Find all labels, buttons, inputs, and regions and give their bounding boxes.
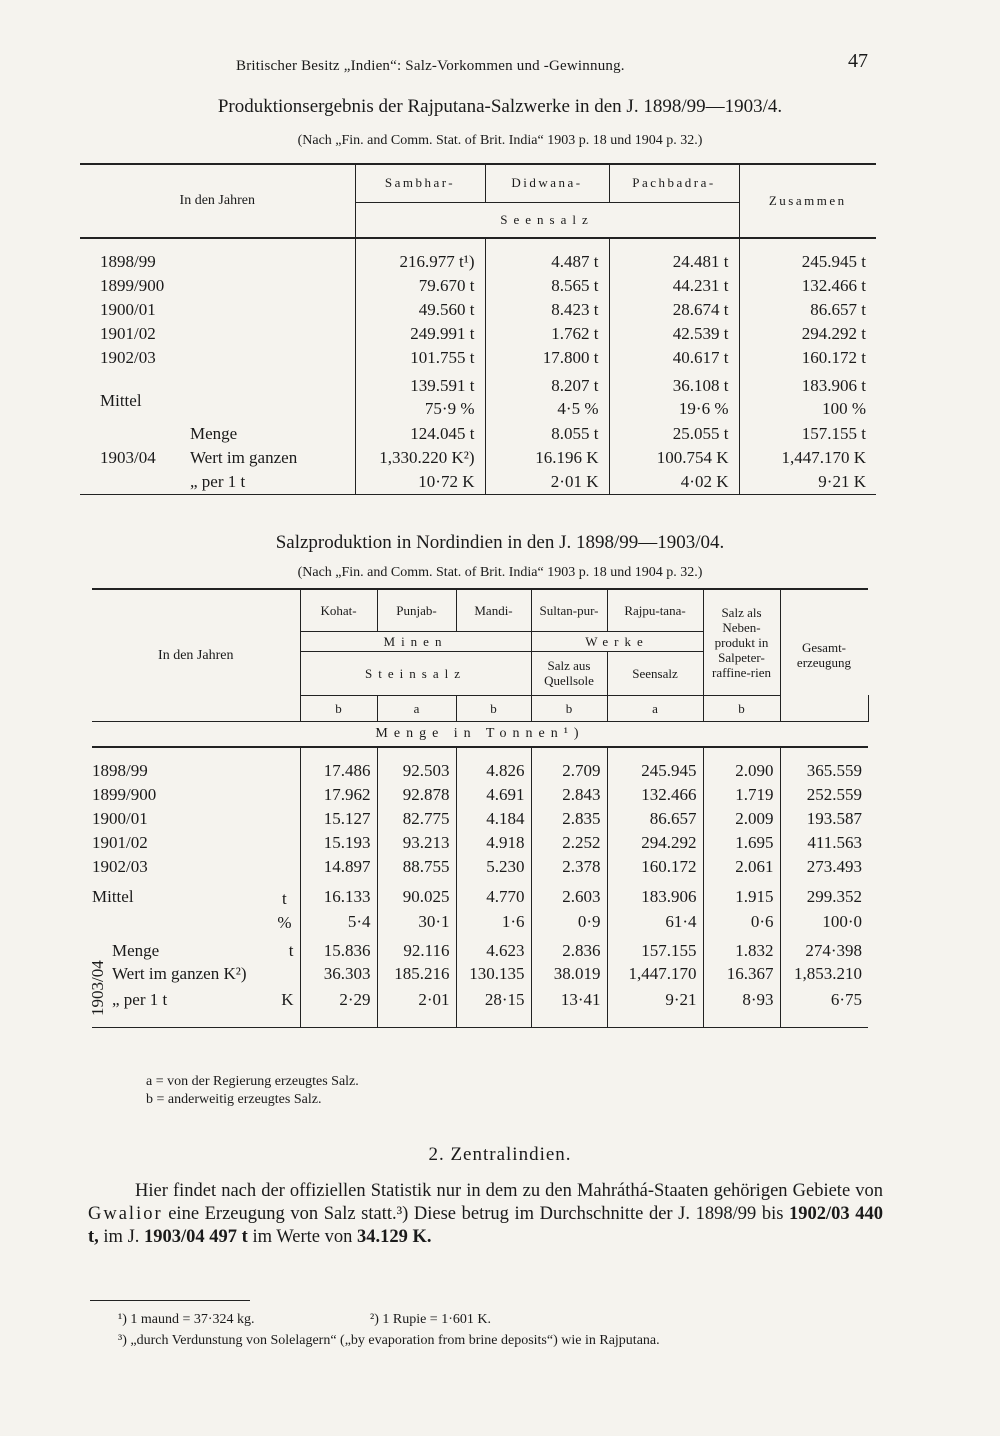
group-seensalz: Seensalz — [607, 651, 703, 695]
value-cell: 294.292 — [607, 831, 703, 855]
value-cell: 86.657 t — [739, 298, 876, 322]
value-cell: 4.918 — [456, 831, 531, 855]
value-cell: 13·41 — [531, 987, 607, 1013]
mittel-t-cell: 4.770 — [456, 879, 531, 909]
value-cell: 2·01 — [377, 987, 456, 1013]
value-cell: 245.945 t — [739, 250, 876, 274]
value-cell: 28.674 t — [609, 298, 739, 322]
col-kohat: Kohat- — [300, 589, 377, 631]
value-cell: 8.565 t — [485, 274, 609, 298]
mittel-t-cell: 183.906 t — [739, 370, 876, 396]
row-sublabel: „ per 1 t — [190, 471, 246, 491]
mittel-t-cell: 90.025 — [377, 879, 456, 909]
para-bold-2: 1903/04 497 t — [144, 1227, 248, 1247]
spacer-cell — [607, 1013, 703, 1027]
row-year: 1902/03 — [100, 348, 156, 367]
value-cell: 88.755 — [377, 855, 456, 879]
col-mandi: Mandi- — [456, 589, 531, 631]
mittel-pct-cell: 30·1 — [377, 909, 456, 935]
value-cell: 15.836 — [300, 935, 377, 961]
value-cell: 44.231 t — [609, 274, 739, 298]
value-cell: 86.657 — [607, 807, 703, 831]
value-cell: 38.019 — [531, 961, 607, 987]
mittel-pct-cell: 5·4 — [300, 909, 377, 935]
value-cell: 1,447.170 K — [739, 446, 876, 470]
spacer-cell — [531, 1013, 607, 1027]
row-sublabel: „ per 1 t — [112, 990, 168, 1009]
running-title: Britischer Besitz „Indien“: Salz-Vorkommen und -Gewinnung. — [236, 58, 625, 74]
table-row — [92, 879, 868, 909]
col-punjab: Punjab- — [377, 589, 456, 631]
value-cell: 4.826 — [456, 759, 531, 783]
value-cell: 93.213 — [377, 831, 456, 855]
table-row — [80, 446, 876, 470]
value-cell: 8.423 t — [485, 298, 609, 322]
value-cell: 157.155 t — [739, 422, 876, 446]
mittel-t-cell: 8.207 t — [485, 370, 609, 396]
value-cell: 82.775 — [377, 807, 456, 831]
value-cell: 2.843 — [531, 783, 607, 807]
para-text-2: eine Erzeugung von Salz statt.³) Diese betrug im Durchschnitte der J. 1898/99 bis — [162, 1204, 790, 1224]
col-sultanpur: Sultan-pur- — [531, 589, 607, 631]
mittel-t-cell: 1.915 — [703, 879, 780, 909]
value-cell: 9·21 K — [739, 470, 876, 494]
table2-source: (Nach „Fin. and Comm. Stat. of Brit. India“ 1903 p. 18 und 1904 p. 32.) — [297, 565, 703, 580]
mittel-t-cell: 139.591 t — [355, 370, 485, 396]
col-salz-neben: Salz als Neben-produkt in Salpeter-raffine-rien — [703, 589, 780, 695]
value-cell: 14.897 — [300, 855, 377, 879]
value-cell: 17.962 — [300, 783, 377, 807]
row-1903-label — [80, 470, 355, 494]
year-1903-label: 1903/04 — [100, 448, 156, 467]
mittel-pct-cell: 61·4 — [607, 909, 703, 935]
value-cell: 273.493 — [780, 855, 868, 879]
row-year: 1898/99 — [92, 761, 148, 780]
section-heading: 2. Zentralindien. — [428, 1144, 572, 1165]
table-row — [92, 935, 868, 961]
value-cell: 4.184 — [456, 807, 531, 831]
table-row — [80, 274, 876, 298]
footnote-1: ¹) 1 maund = 37·324 kg. — [118, 1312, 255, 1327]
spacer-cell — [377, 1013, 456, 1027]
col-pachbadra: Pachbadra- — [609, 164, 739, 202]
value-cell: 245.945 — [607, 759, 703, 783]
spacer-cell — [703, 1013, 780, 1027]
value-cell: 16.367 — [703, 961, 780, 987]
value-cell: 42.539 t — [609, 322, 739, 346]
col-rajputana: Rajpu-tana- — [607, 589, 703, 631]
value-cell: 1.762 t — [485, 322, 609, 346]
value-cell: 8.055 t — [485, 422, 609, 446]
spacer-cell — [456, 1013, 531, 1027]
col-years: In den Jahren — [80, 164, 355, 238]
table-row — [92, 831, 868, 855]
unit-pct: % — [277, 913, 292, 932]
table1-source: (Nach „Fin. and Comm. Stat. of Brit. India“ 1903 p. 18 und 1904 p. 32.) — [297, 133, 703, 148]
table-row — [80, 370, 876, 396]
row-year: 1900/01 — [100, 300, 156, 319]
table-nordindien — [92, 588, 868, 1028]
para-text-4: im Werte von — [247, 1227, 357, 1247]
value-cell: 92.503 — [377, 759, 456, 783]
mittel-t-cell: 183.906 — [607, 879, 703, 909]
value-cell: 160.172 — [607, 855, 703, 879]
value-cell: 1,447.170 — [607, 961, 703, 987]
group-quellsole: Salz aus Quellsole — [531, 651, 607, 695]
col-years: In den Jahren — [158, 647, 234, 663]
table-row — [80, 298, 876, 322]
value-cell: 79.670 t — [355, 274, 485, 298]
para-place: Gwalior — [88, 1204, 163, 1224]
group-minen: Minen — [300, 631, 531, 651]
para-bold-3: 34.129 K. — [357, 1227, 432, 1247]
mittel-t-cell: 36.108 t — [609, 370, 739, 396]
value-cell: 185.216 — [377, 961, 456, 987]
value-cell: 1,330.220 K²) — [355, 446, 485, 470]
page-number: 47 — [848, 50, 868, 72]
value-cell: 4.623 — [456, 935, 531, 961]
mittel-label: Mittel — [100, 391, 142, 410]
table1-title: Produktionsergebnis der Rajputana-Salzwerke in den J. 1898/99—1903/4. — [217, 96, 783, 117]
row-year: 1898/99 — [100, 252, 156, 271]
table-row — [92, 961, 868, 987]
value-cell: 4·02 K — [609, 470, 739, 494]
value-cell: 49.560 t — [355, 298, 485, 322]
mittel-text: Mittel — [92, 887, 134, 906]
table-row — [80, 250, 876, 274]
source-marker: a — [607, 695, 703, 721]
mittel-pct-cell: 75·9 % — [355, 396, 485, 422]
footnote-2: ²) 1 Rupie = 1·601 K. — [370, 1312, 491, 1327]
table2-title: Salzproduktion in Nordindien in den J. 1898/99—1903/04. — [275, 532, 725, 553]
value-cell: 25.055 t — [609, 422, 739, 446]
value-cell: 216.977 t¹) — [355, 250, 485, 274]
value-cell: 411.563 — [780, 831, 868, 855]
value-cell: 1.719 — [703, 783, 780, 807]
table-row — [80, 322, 876, 346]
col-didwana: Didwana- — [485, 164, 609, 202]
row-sublabel: Menge — [112, 941, 160, 960]
mittel-t-cell: 2.603 — [531, 879, 607, 909]
mittel-pct-cell: 0·9 — [531, 909, 607, 935]
row-1903-label — [92, 935, 300, 961]
value-cell: 294.292 t — [739, 322, 876, 346]
row-unit: K — [281, 990, 294, 1009]
table-row — [80, 346, 876, 370]
row-year: 1900/01 — [92, 809, 148, 828]
value-cell: 101.755 t — [355, 346, 485, 370]
table-row — [80, 422, 876, 446]
mittel-t-cell: 16.133 — [300, 879, 377, 909]
value-cell: 2.252 — [531, 831, 607, 855]
col-zusammen: Zusammen — [739, 164, 876, 238]
mittel-label — [92, 879, 300, 935]
value-cell: 157.155 — [607, 935, 703, 961]
row-year: 1902/03 — [92, 857, 148, 876]
value-cell: 1.695 — [703, 831, 780, 855]
col-gesamt: Gesamt-erzeugung — [780, 589, 868, 721]
spacer-cell — [300, 1013, 377, 1027]
unit-t: t — [282, 889, 287, 908]
value-cell: 28·15 — [456, 987, 531, 1013]
value-cell: 6·75 — [780, 987, 868, 1013]
value-cell: 92.878 — [377, 783, 456, 807]
value-cell: 132.466 t — [739, 274, 876, 298]
row-sublabel: Wert im ganzen — [190, 448, 298, 467]
mittel-t-cell: 299.352 — [780, 879, 868, 909]
value-cell: 4.487 t — [485, 250, 609, 274]
value-cell: 2.835 — [531, 807, 607, 831]
source-marker: b — [300, 695, 377, 721]
value-cell: 252.559 — [780, 783, 868, 807]
value-cell: 2.061 — [703, 855, 780, 879]
value-cell: 24.481 t — [609, 250, 739, 274]
para-bold-1: 1902/03 440 t, — [88, 1204, 883, 1247]
col-seensalz: Seensalz — [500, 211, 594, 227]
value-cell: 2.836 — [531, 935, 607, 961]
year-1903-vertical: 1903/04 — [88, 960, 107, 1016]
value-cell: 2·29 — [300, 987, 377, 1013]
legend-b: b = anderweitig erzeugtes Salz. — [146, 1092, 322, 1107]
mittel-pct-cell: 100 % — [739, 396, 876, 422]
table-row — [92, 807, 868, 831]
col-sambhar: Sambhar- — [355, 164, 485, 202]
unit-row: Menge in Tonnen¹) — [92, 721, 868, 747]
value-cell: 9·21 — [607, 987, 703, 1013]
spacer-cell — [780, 1013, 868, 1027]
footnote-3: ³) „durch Verdunstung von Solelagern“ („by evaporation from brine deposits“) wie in Rajputana. — [118, 1333, 660, 1348]
value-cell: 124.045 t — [355, 422, 485, 446]
value-cell: 193.587 — [780, 807, 868, 831]
table-row — [80, 470, 876, 494]
row-1903-label — [92, 961, 300, 987]
row-sublabel: Wert im ganzen K²) — [112, 964, 247, 983]
mittel-pct-cell: 4·5 % — [485, 396, 609, 422]
value-cell: 92.116 — [377, 935, 456, 961]
footnote-rule — [90, 1300, 250, 1301]
source-marker: b — [531, 695, 607, 721]
value-cell: 4.691 — [456, 783, 531, 807]
value-cell: 17.800 t — [485, 346, 609, 370]
value-cell: 15.127 — [300, 807, 377, 831]
mittel-pct-cell: 0·6 — [703, 909, 780, 935]
mittel-pct-cell: 100·0 — [780, 909, 868, 935]
value-cell: 8·93 — [703, 987, 780, 1013]
body-paragraph — [88, 1180, 883, 1249]
value-cell: 36.303 — [300, 961, 377, 987]
row-year: 1899/900 — [100, 276, 165, 295]
row-1903-label — [80, 446, 355, 470]
table-row — [92, 759, 868, 783]
row-1903-label — [80, 422, 355, 446]
row-sublabel: Menge — [190, 424, 238, 443]
row-year: 1901/02 — [92, 833, 148, 852]
value-cell: 1.832 — [703, 935, 780, 961]
value-cell: 160.172 t — [739, 346, 876, 370]
value-cell: 2.009 — [703, 807, 780, 831]
mittel-pct-cell: 19·6 % — [609, 396, 739, 422]
spacer-cell — [92, 1013, 300, 1027]
value-cell: 17.486 — [300, 759, 377, 783]
value-cell: 100.754 K — [609, 446, 739, 470]
source-marker: b — [703, 695, 780, 721]
value-cell: 2.090 — [703, 759, 780, 783]
value-cell: 10·72 K — [355, 470, 485, 494]
value-cell: 132.466 — [607, 783, 703, 807]
row-year: 1901/02 — [100, 324, 156, 343]
row-year: 1899/900 — [92, 785, 157, 804]
para-text-3: im J. — [98, 1227, 145, 1247]
table-row — [92, 1013, 868, 1027]
group-steinsalz: Steinsalz — [300, 651, 531, 695]
value-cell: 2.709 — [531, 759, 607, 783]
value-cell: 130.135 — [456, 961, 531, 987]
legend-a: a = von der Regierung erzeugtes Salz. — [146, 1074, 359, 1089]
value-cell: 2·01 K — [485, 470, 609, 494]
value-cell: 1,853.210 — [780, 961, 868, 987]
value-cell: 40.617 t — [609, 346, 739, 370]
source-marker: a — [377, 695, 456, 721]
mittel-pct-cell: 1·6 — [456, 909, 531, 935]
table-row — [92, 855, 868, 879]
value-cell: 15.193 — [300, 831, 377, 855]
value-cell: 16.196 K — [485, 446, 609, 470]
table-rajputana — [80, 163, 876, 495]
table-row — [92, 987, 868, 1013]
group-werke: Werke — [531, 631, 703, 651]
source-marker: b — [456, 695, 531, 721]
value-cell: 5.230 — [456, 855, 531, 879]
value-cell: 249.991 t — [355, 322, 485, 346]
value-cell: 365.559 — [780, 759, 868, 783]
row-unit: t — [288, 941, 294, 960]
value-cell: 274·398 — [780, 935, 868, 961]
value-cell: 2.378 — [531, 855, 607, 879]
para-text-1: Hier findet nach der offiziellen Statistik nur in dem zu den Mahráthá-Staaten gehörigen Gebiete von — [135, 1181, 883, 1201]
table-row — [92, 783, 868, 807]
row-1903-label — [92, 987, 300, 1013]
